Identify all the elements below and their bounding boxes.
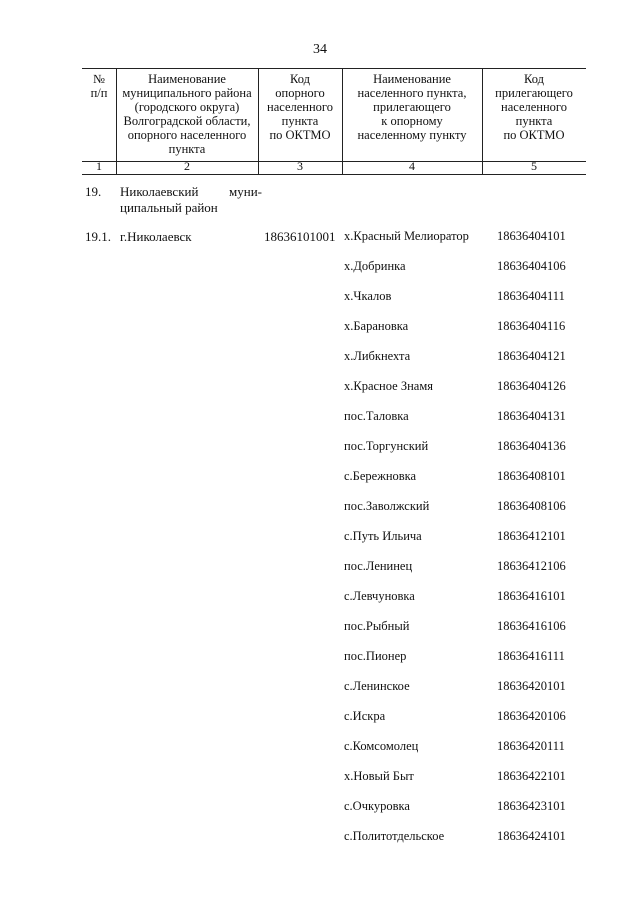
list-item (0, 349, 640, 365)
place-code: 18636420106 (497, 709, 566, 723)
list-item (0, 709, 640, 725)
list-item (0, 589, 640, 605)
header-col-district (116, 69, 258, 161)
place-code: 18636416106 (497, 619, 566, 633)
list-item (0, 739, 640, 755)
place-code: 18636412106 (497, 559, 566, 573)
header-text: прилегающего (495, 86, 573, 100)
list-item (0, 439, 640, 455)
page-number: 34 (313, 42, 327, 57)
column-number: 4 (409, 159, 415, 173)
place-name: пос.Заволжский (344, 499, 430, 513)
header-text: опорного (275, 86, 325, 100)
column-number-row (82, 160, 586, 175)
header-text: к опорному (381, 114, 443, 128)
place-name: х.Красное Знамя (344, 379, 433, 393)
list-item (0, 769, 640, 785)
place-code: 18636404116 (497, 319, 566, 333)
place-name: с.Левчуновка (344, 589, 415, 603)
center-code: 18636101001 (264, 229, 336, 244)
place-code: 18636404136 (497, 439, 566, 453)
place-name: х.Чкалов (344, 289, 392, 303)
header-text: пункта (168, 142, 206, 156)
place-name: пос.Пионер (344, 649, 407, 663)
place-name: пос.Таловка (344, 409, 409, 423)
place-name: х.Добринка (344, 259, 406, 273)
column-number: 5 (531, 159, 537, 173)
place-code: 18636404106 (497, 259, 566, 273)
list-item (0, 679, 640, 695)
place-name: с.Комсомолец (344, 739, 419, 753)
center-number: 19.1. (85, 229, 111, 244)
header-text: населенному пункту (357, 128, 467, 142)
list-item (0, 379, 640, 395)
place-code: 18636412101 (497, 529, 566, 543)
table-header (82, 68, 586, 162)
center-name: г.Николаевск (120, 229, 192, 244)
place-code: 18636424101 (497, 829, 566, 843)
list-item (0, 559, 640, 575)
place-code: 18636404111 (497, 289, 565, 303)
place-code: 18636420111 (497, 739, 565, 753)
list-item (0, 409, 640, 425)
column-number: 2 (184, 159, 190, 173)
place-name: х.Новый Быт (344, 769, 414, 783)
list-item (0, 829, 640, 845)
header-text: пункта (281, 114, 319, 128)
district-name-line2: ципальный район (120, 200, 218, 215)
column-number: 1 (96, 159, 102, 173)
header-col-adjacent-place (342, 69, 482, 161)
place-code: 18636420101 (497, 679, 566, 693)
place-code: 18636408101 (497, 469, 566, 483)
list-item (0, 229, 640, 245)
place-name: пос.Ленинец (344, 559, 413, 573)
place-code: 18636423101 (497, 799, 566, 813)
place-code: 18636422101 (497, 769, 566, 783)
header-text: Код (290, 72, 310, 86)
place-name: х.Барановка (344, 319, 409, 333)
header-text: Волгоградской области, (123, 114, 251, 128)
place-name: с.Очкуровка (344, 799, 410, 813)
place-code: 18636416111 (497, 649, 565, 663)
list-item (0, 319, 640, 335)
header-text: населенного (501, 100, 567, 114)
header-text: п/п (90, 86, 108, 100)
place-code: 18636404121 (497, 349, 566, 363)
place-name: пос.Рыбный (344, 619, 410, 633)
header-text: по ОКТМО (503, 128, 565, 142)
place-name: с.Ленинское (344, 679, 410, 693)
place-name: х.Красный Мелиоратор (344, 229, 469, 243)
header-text: опорного населенного (127, 128, 247, 142)
header-col-number (82, 69, 116, 161)
district-name-line1: Николаевский муни- (120, 184, 262, 199)
header-text: Наименование (373, 72, 451, 86)
place-code: 18636404131 (497, 409, 566, 423)
place-name: с.Политотдельское (344, 829, 445, 843)
header-text: № (93, 72, 105, 86)
column-number: 3 (297, 159, 303, 173)
header-text: населенного пункта, (357, 86, 467, 100)
header-text: населенного (267, 100, 333, 114)
list-item (0, 529, 640, 545)
header-text: по ОКТМО (269, 128, 331, 142)
place-code: 18636408106 (497, 499, 566, 513)
place-name: с.Искра (344, 709, 386, 723)
header-text: Код (524, 72, 544, 86)
place-code: 18636416101 (497, 589, 566, 603)
district-number: 19. (85, 184, 102, 199)
list-item (0, 289, 640, 305)
place-code: 18636404126 (497, 379, 566, 393)
list-item (0, 649, 640, 665)
header-text: Наименование (148, 72, 226, 86)
list-item (0, 259, 640, 275)
header-col-adjacent-code (482, 69, 586, 161)
list-item (0, 499, 640, 515)
place-name: х.Либкнехта (344, 349, 411, 363)
header-col-center-code (258, 69, 342, 161)
place-name: с.Путь Ильича (344, 529, 422, 543)
place-code: 18636404101 (497, 229, 566, 243)
header-text: прилегающего (373, 100, 451, 114)
place-name: с.Бережновка (344, 469, 417, 483)
list-item (0, 619, 640, 635)
list-item (0, 799, 640, 815)
header-text: (городского округа) (134, 100, 240, 114)
header-text: пункта (515, 114, 553, 128)
header-text: муниципального района (122, 86, 252, 100)
place-name: пос.Торгунский (344, 439, 429, 453)
list-item (0, 469, 640, 485)
